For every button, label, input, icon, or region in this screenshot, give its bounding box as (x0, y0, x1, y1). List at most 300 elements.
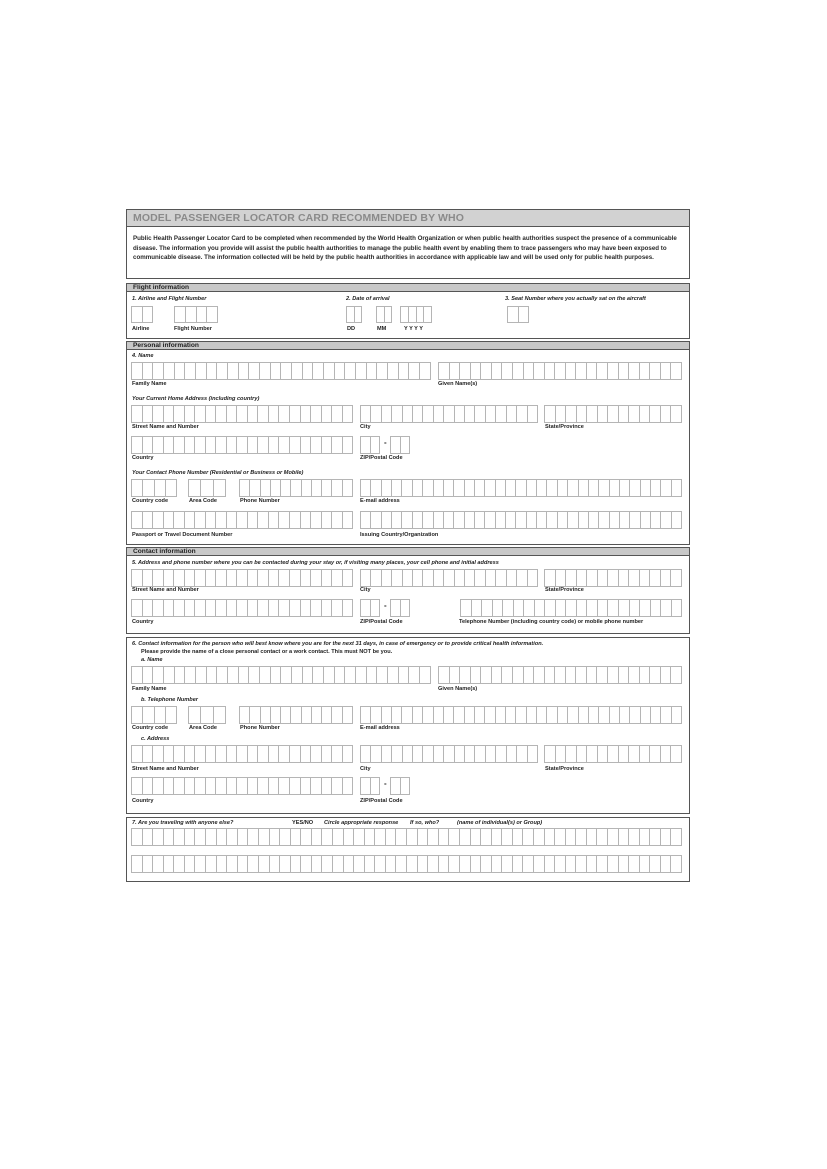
char-box[interactable] (185, 855, 196, 873)
char-box[interactable] (640, 599, 651, 617)
char-box[interactable] (332, 599, 343, 617)
char-box[interactable] (143, 599, 154, 617)
char-box[interactable] (413, 405, 423, 423)
char-box[interactable] (216, 599, 227, 617)
phone-number-input[interactable] (239, 479, 353, 497)
char-box[interactable] (576, 666, 587, 684)
char-box[interactable] (377, 362, 388, 380)
char-box[interactable] (502, 828, 513, 846)
char-box[interactable] (206, 777, 217, 795)
char-box[interactable] (227, 436, 238, 454)
char-box[interactable] (386, 855, 397, 873)
char-box[interactable] (420, 362, 431, 380)
char-box[interactable] (650, 362, 661, 380)
char-box[interactable] (367, 362, 378, 380)
char-box[interactable] (188, 479, 201, 497)
char-box[interactable] (237, 777, 248, 795)
char-box[interactable] (402, 706, 412, 724)
ec-zip-input-a[interactable] (360, 777, 380, 795)
char-box[interactable] (322, 745, 333, 763)
char-box[interactable] (322, 479, 332, 497)
char-box[interactable] (409, 362, 420, 380)
char-box[interactable] (188, 706, 201, 724)
char-box[interactable] (371, 436, 381, 454)
char-box[interactable] (566, 828, 577, 846)
char-box[interactable] (258, 745, 269, 763)
char-box[interactable] (558, 511, 568, 529)
home-zip-input-a[interactable] (360, 436, 380, 454)
stay-country-input[interactable] (131, 599, 353, 617)
char-box[interactable] (528, 405, 538, 423)
char-box[interactable] (556, 599, 567, 617)
char-box[interactable] (143, 479, 154, 497)
char-box[interactable] (650, 569, 661, 587)
char-box[interactable] (409, 666, 420, 684)
char-box[interactable] (365, 855, 376, 873)
char-box[interactable] (620, 479, 630, 497)
char-box[interactable] (434, 479, 444, 497)
char-box[interactable] (471, 855, 482, 873)
char-box[interactable] (460, 362, 471, 380)
char-box[interactable] (164, 511, 175, 529)
char-box[interactable] (143, 855, 154, 873)
char-box[interactable] (651, 479, 661, 497)
char-box[interactable] (496, 745, 506, 763)
char-box[interactable] (290, 511, 301, 529)
char-box[interactable] (312, 706, 322, 724)
ec-email-input[interactable] (360, 706, 682, 724)
char-box[interactable] (630, 599, 641, 617)
char-box[interactable] (587, 666, 598, 684)
char-box[interactable] (301, 436, 312, 454)
char-box[interactable] (640, 666, 651, 684)
char-box[interactable] (302, 479, 312, 497)
char-box[interactable] (174, 436, 185, 454)
char-box[interactable] (399, 666, 410, 684)
char-box[interactable] (206, 745, 217, 763)
char-box[interactable] (153, 855, 164, 873)
char-box[interactable] (333, 828, 344, 846)
char-box[interactable] (365, 828, 376, 846)
char-box[interactable] (227, 745, 238, 763)
char-box[interactable] (579, 479, 589, 497)
char-box[interactable] (195, 436, 206, 454)
char-box[interactable] (481, 666, 492, 684)
char-box[interactable] (217, 362, 228, 380)
char-box[interactable] (343, 599, 354, 617)
char-box[interactable] (290, 599, 301, 617)
email-input[interactable] (360, 479, 682, 497)
char-box[interactable] (343, 569, 354, 587)
char-box[interactable] (292, 666, 303, 684)
char-box[interactable] (301, 569, 312, 587)
char-box[interactable] (360, 599, 371, 617)
char-box[interactable] (355, 306, 363, 323)
char-box[interactable] (556, 405, 567, 423)
char-box[interactable] (650, 855, 661, 873)
char-box[interactable] (475, 405, 485, 423)
char-box[interactable] (261, 706, 271, 724)
char-box[interactable] (413, 479, 423, 497)
char-box[interactable] (206, 855, 217, 873)
char-box[interactable] (423, 745, 433, 763)
char-box[interactable] (291, 706, 301, 724)
char-box[interactable] (545, 362, 556, 380)
char-box[interactable] (555, 828, 566, 846)
char-box[interactable] (131, 745, 143, 763)
char-box[interactable] (217, 855, 228, 873)
char-box[interactable] (629, 362, 640, 380)
char-box[interactable] (281, 479, 291, 497)
char-box[interactable] (185, 436, 196, 454)
char-box[interactable] (164, 745, 175, 763)
char-box[interactable] (185, 599, 196, 617)
char-box[interactable] (131, 777, 143, 795)
char-box[interactable] (507, 569, 517, 587)
char-box[interactable] (375, 855, 386, 873)
char-box[interactable] (502, 855, 513, 873)
char-box[interactable] (481, 855, 492, 873)
char-box[interactable] (496, 706, 506, 724)
char-box[interactable] (270, 855, 281, 873)
char-box[interactable] (332, 479, 342, 497)
char-box[interactable] (661, 828, 672, 846)
char-box[interactable] (206, 436, 217, 454)
char-box[interactable] (454, 479, 464, 497)
char-box[interactable] (438, 362, 450, 380)
char-box[interactable] (214, 479, 226, 497)
char-box[interactable] (164, 599, 175, 617)
char-box[interactable] (598, 405, 609, 423)
char-box[interactable] (186, 306, 197, 323)
char-box[interactable] (629, 745, 640, 763)
char-box[interactable] (672, 511, 682, 529)
char-box[interactable] (371, 405, 381, 423)
char-box[interactable] (610, 706, 620, 724)
char-box[interactable] (465, 706, 475, 724)
char-box[interactable] (503, 599, 514, 617)
char-box[interactable] (131, 479, 143, 497)
char-box[interactable] (237, 599, 248, 617)
char-box[interactable] (385, 306, 393, 323)
char-box[interactable] (238, 828, 249, 846)
month-input[interactable] (376, 306, 392, 323)
ec-street-input[interactable] (131, 745, 353, 763)
char-box[interactable] (661, 362, 672, 380)
stay-zip-input-b[interactable] (390, 599, 410, 617)
char-box[interactable] (589, 706, 599, 724)
char-box[interactable] (661, 666, 672, 684)
char-box[interactable] (195, 569, 206, 587)
char-box[interactable] (577, 599, 588, 617)
family-name-input[interactable] (131, 362, 431, 380)
day-input[interactable] (346, 306, 362, 323)
char-box[interactable] (279, 405, 290, 423)
char-box[interactable] (269, 777, 280, 795)
char-box[interactable] (558, 479, 568, 497)
char-box[interactable] (239, 666, 250, 684)
stay-telephone-input[interactable] (460, 599, 682, 617)
char-box[interactable] (475, 569, 485, 587)
char-box[interactable] (428, 855, 439, 873)
char-box[interactable] (481, 828, 492, 846)
char-box[interactable] (259, 828, 270, 846)
char-box[interactable] (568, 706, 578, 724)
char-box[interactable] (587, 569, 598, 587)
char-box[interactable] (371, 777, 381, 795)
char-box[interactable] (434, 706, 444, 724)
char-box[interactable] (661, 706, 671, 724)
char-box[interactable] (279, 599, 290, 617)
char-box[interactable] (640, 362, 651, 380)
char-box[interactable] (324, 666, 335, 684)
char-box[interactable] (344, 828, 355, 846)
stay-state-input[interactable] (544, 569, 682, 587)
char-box[interactable] (164, 666, 175, 684)
char-box[interactable] (371, 745, 381, 763)
ec-city-input[interactable] (360, 745, 538, 763)
char-box[interactable] (311, 436, 322, 454)
char-box[interactable] (382, 479, 392, 497)
char-box[interactable] (386, 828, 397, 846)
char-box[interactable] (195, 855, 206, 873)
char-box[interactable] (260, 666, 271, 684)
char-box[interactable] (619, 855, 630, 873)
char-box[interactable] (216, 405, 227, 423)
char-box[interactable] (343, 436, 354, 454)
char-box[interactable] (547, 479, 557, 497)
char-box[interactable] (281, 666, 292, 684)
char-box[interactable] (465, 569, 475, 587)
char-box[interactable] (301, 777, 312, 795)
char-box[interactable] (332, 569, 343, 587)
char-box[interactable] (155, 479, 166, 497)
char-box[interactable] (166, 706, 177, 724)
passport-input[interactable] (131, 511, 353, 529)
char-box[interactable] (291, 479, 301, 497)
char-box[interactable] (619, 599, 630, 617)
char-box[interactable] (620, 706, 630, 724)
char-box[interactable] (619, 405, 630, 423)
char-box[interactable] (343, 479, 353, 497)
char-box[interactable] (356, 362, 367, 380)
char-box[interactable] (153, 745, 164, 763)
char-box[interactable] (174, 599, 185, 617)
char-box[interactable] (630, 511, 640, 529)
char-box[interactable] (345, 666, 356, 684)
char-box[interactable] (517, 745, 527, 763)
char-box[interactable] (460, 855, 471, 873)
char-box[interactable] (143, 745, 154, 763)
char-box[interactable] (206, 828, 217, 846)
char-box[interactable] (382, 511, 392, 529)
char-box[interactable] (672, 479, 682, 497)
char-box[interactable] (577, 405, 588, 423)
char-box[interactable] (185, 362, 196, 380)
char-box[interactable] (131, 599, 143, 617)
char-box[interactable] (166, 479, 177, 497)
char-box[interactable] (544, 745, 556, 763)
char-box[interactable] (195, 599, 206, 617)
char-box[interactable] (174, 745, 185, 763)
char-box[interactable] (248, 405, 259, 423)
char-box[interactable] (388, 666, 399, 684)
char-box[interactable] (271, 666, 282, 684)
char-box[interactable] (502, 362, 513, 380)
char-box[interactable] (671, 569, 682, 587)
char-box[interactable] (608, 362, 619, 380)
char-box[interactable] (661, 599, 672, 617)
char-box[interactable] (650, 666, 661, 684)
char-box[interactable] (343, 777, 354, 795)
char-box[interactable] (290, 405, 301, 423)
char-box[interactable] (258, 599, 269, 617)
char-box[interactable] (608, 745, 619, 763)
char-box[interactable] (227, 855, 238, 873)
char-box[interactable] (524, 666, 535, 684)
char-box[interactable] (661, 479, 671, 497)
char-box[interactable] (250, 479, 260, 497)
char-box[interactable] (486, 745, 496, 763)
char-box[interactable] (248, 745, 259, 763)
char-box[interactable] (523, 828, 534, 846)
char-box[interactable] (343, 745, 354, 763)
char-box[interactable] (587, 599, 598, 617)
char-box[interactable] (475, 511, 485, 529)
char-box[interactable] (608, 828, 619, 846)
char-box[interactable] (258, 569, 269, 587)
char-box[interactable] (311, 745, 322, 763)
char-box[interactable] (439, 828, 450, 846)
char-box[interactable] (271, 706, 281, 724)
char-box[interactable] (455, 569, 465, 587)
char-box[interactable] (401, 436, 411, 454)
char-box[interactable] (207, 666, 218, 684)
char-box[interactable] (228, 666, 239, 684)
char-box[interactable] (486, 405, 496, 423)
char-box[interactable] (228, 362, 239, 380)
char-box[interactable] (651, 706, 661, 724)
char-box[interactable] (465, 745, 475, 763)
char-box[interactable] (428, 828, 439, 846)
char-box[interactable] (153, 569, 164, 587)
char-box[interactable] (629, 405, 640, 423)
char-box[interactable] (131, 405, 143, 423)
ec-family-name-input[interactable] (131, 666, 431, 684)
char-box[interactable] (434, 569, 444, 587)
char-box[interactable] (528, 569, 538, 587)
ec-area-code-input[interactable] (188, 706, 226, 724)
char-box[interactable] (143, 569, 154, 587)
char-box[interactable] (424, 306, 432, 323)
char-box[interactable] (423, 479, 433, 497)
char-box[interactable] (671, 855, 682, 873)
char-box[interactable] (640, 569, 651, 587)
char-box[interactable] (524, 599, 535, 617)
char-box[interactable] (249, 362, 260, 380)
char-box[interactable] (153, 599, 164, 617)
char-box[interactable] (608, 666, 619, 684)
char-box[interactable] (587, 405, 598, 423)
char-box[interactable] (301, 511, 312, 529)
char-box[interactable] (544, 569, 556, 587)
char-box[interactable] (377, 666, 388, 684)
char-box[interactable] (153, 828, 164, 846)
char-box[interactable] (164, 362, 175, 380)
char-box[interactable] (143, 828, 154, 846)
char-box[interactable] (311, 569, 322, 587)
char-box[interactable] (587, 855, 598, 873)
char-box[interactable] (641, 479, 651, 497)
char-box[interactable] (610, 479, 620, 497)
char-box[interactable] (423, 569, 433, 587)
char-box[interactable] (279, 436, 290, 454)
char-box[interactable] (455, 405, 465, 423)
char-box[interactable] (237, 405, 248, 423)
airline-input[interactable] (131, 306, 153, 323)
char-box[interactable] (444, 569, 454, 587)
char-box[interactable] (248, 436, 259, 454)
char-box[interactable] (258, 436, 269, 454)
char-box[interactable] (403, 405, 413, 423)
char-box[interactable] (485, 511, 495, 529)
char-box[interactable] (301, 855, 312, 873)
char-box[interactable] (290, 777, 301, 795)
char-box[interactable] (516, 479, 526, 497)
char-box[interactable] (455, 745, 465, 763)
char-box[interactable] (248, 599, 259, 617)
char-box[interactable] (545, 855, 556, 873)
char-box[interactable] (185, 405, 196, 423)
char-box[interactable] (524, 362, 535, 380)
char-box[interactable] (260, 362, 271, 380)
stay-city-input[interactable] (360, 569, 538, 587)
char-box[interactable] (206, 405, 217, 423)
char-box[interactable] (185, 569, 196, 587)
char-box[interactable] (661, 405, 672, 423)
char-box[interactable] (360, 479, 371, 497)
home-city-input[interactable] (360, 405, 538, 423)
char-box[interactable] (465, 479, 475, 497)
char-box[interactable] (641, 706, 651, 724)
companions-input-2[interactable] (131, 855, 682, 873)
char-box[interactable] (269, 436, 280, 454)
char-box[interactable] (269, 599, 280, 617)
char-box[interactable] (454, 706, 464, 724)
char-box[interactable] (566, 745, 577, 763)
char-box[interactable] (259, 855, 270, 873)
char-box[interactable] (290, 569, 301, 587)
char-box[interactable] (360, 511, 371, 529)
char-box[interactable] (534, 666, 545, 684)
char-box[interactable] (417, 306, 425, 323)
char-box[interactable] (343, 511, 354, 529)
char-box[interactable] (597, 855, 608, 873)
char-box[interactable] (131, 511, 143, 529)
char-box[interactable] (312, 479, 322, 497)
char-box[interactable] (196, 362, 207, 380)
char-box[interactable] (345, 362, 356, 380)
char-box[interactable] (392, 405, 402, 423)
char-box[interactable] (227, 405, 238, 423)
char-box[interactable] (392, 745, 402, 763)
char-box[interactable] (517, 405, 527, 423)
char-box[interactable] (514, 599, 525, 617)
char-box[interactable] (399, 362, 410, 380)
char-box[interactable] (322, 436, 333, 454)
char-box[interactable] (313, 666, 324, 684)
char-box[interactable] (403, 569, 413, 587)
